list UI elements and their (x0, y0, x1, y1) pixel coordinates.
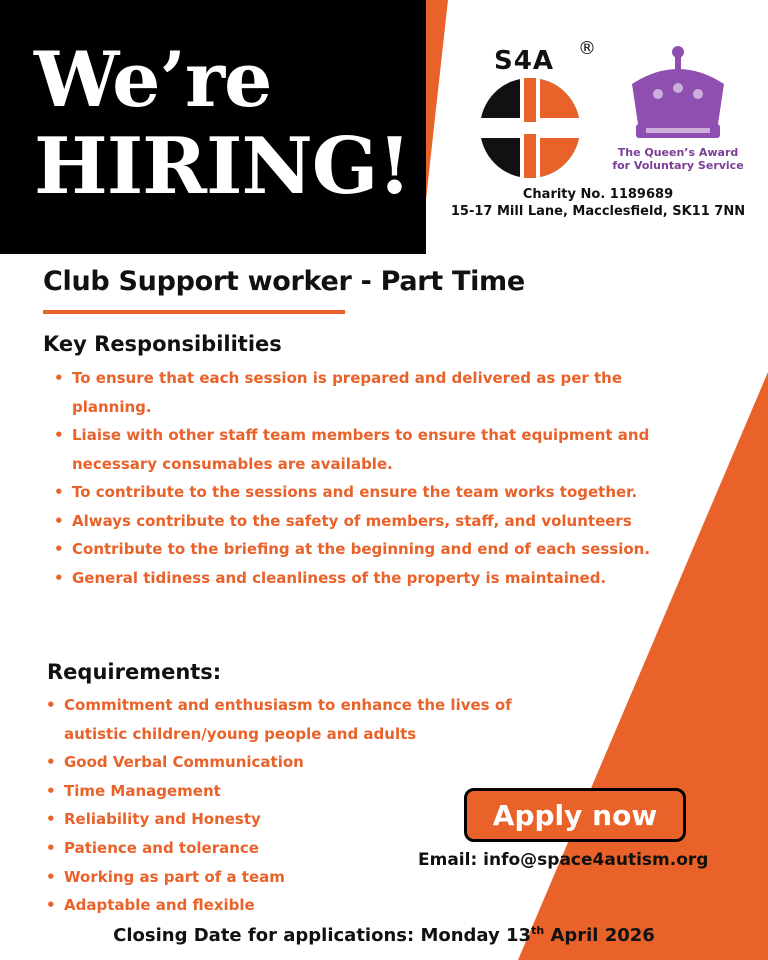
charity-address: 15-17 Mill Lane, Macclesfield, SK11 7NN (450, 204, 746, 219)
requirements-heading: Requirements: (47, 660, 222, 684)
charity-info (440, 186, 756, 220)
list-item: • Commitment and enthusiasm to enhance the lives of autistic children/young people and adults (64, 691, 564, 748)
closing-date (0, 924, 768, 946)
list-item: • To ensure that each session is prepared and delivered as per the planning. (72, 364, 672, 421)
queens-award (612, 146, 744, 172)
list-item: • Liaise with other staff team members to ensure that equipment and necessary consumables are available. (72, 421, 672, 478)
charity-number: Charity No. 1189689 (522, 187, 674, 202)
closing-date-prefix: Closing Date for applications: Monday 13 (113, 925, 532, 946)
job-title: Club Support worker - Part Time (43, 266, 525, 297)
list-item: • Reliability and Honesty (64, 805, 564, 834)
list-item: • Contribute to the briefing at the beginning and end of each session. (72, 535, 672, 564)
award-line1: The Queen’s Award (617, 146, 739, 159)
list-item: • Good Verbal Communication (64, 748, 564, 777)
award-line2: for Voluntary Service (612, 159, 744, 172)
apply-now-button[interactable]: Apply now (464, 788, 686, 842)
closing-date-suffix-th: th (531, 924, 545, 937)
hiring-title (34, 35, 411, 212)
s4a-logo-icon (470, 40, 590, 180)
list-item: • To contribute to the sessions and ensure the team works together. (72, 478, 672, 507)
title-underline (43, 310, 345, 314)
responsibilities-list (72, 364, 672, 592)
hiring-title-line2: HIRING! (34, 121, 411, 212)
closing-date-suffix: April 2026 (544, 925, 655, 946)
s4a-logo-text: S4A (494, 46, 554, 76)
contact-email[interactable]: Email: info@space4autism.org (418, 850, 709, 870)
list-item: • Patience and tolerance (64, 834, 564, 863)
list-item: • Always contribute to the safety of members, staff, and volunteers (72, 507, 672, 536)
list-item: • General tidiness and cleanliness of the property is maintained. (72, 564, 672, 593)
list-item: • Adaptable and flexible (64, 891, 564, 920)
crown-icon (622, 44, 734, 144)
responsibilities-heading: Key Responsibilities (43, 332, 282, 356)
list-item: • Time Management (64, 777, 564, 806)
hiring-title-line1: We’re (34, 35, 272, 124)
list-item: • Working as part of a team (64, 863, 564, 892)
registered-mark: ® (578, 38, 596, 59)
